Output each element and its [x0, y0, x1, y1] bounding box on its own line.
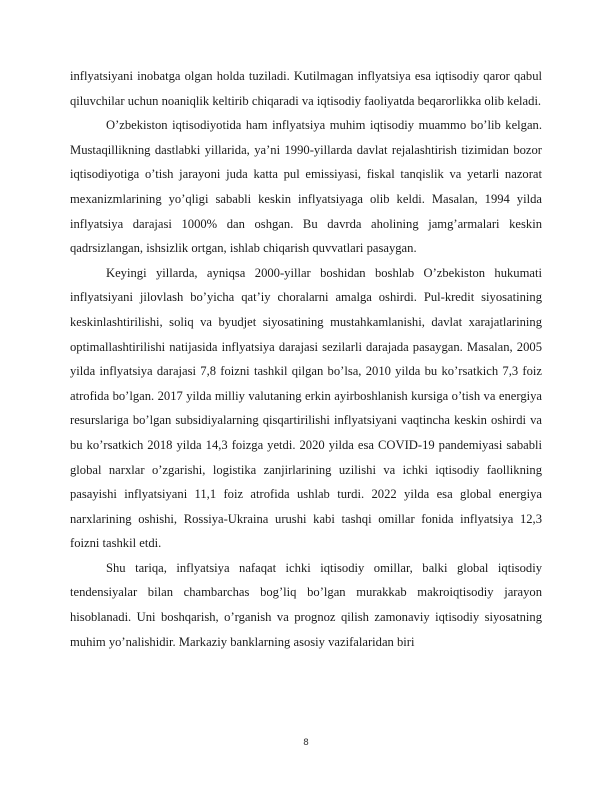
page-number: 8 — [303, 738, 309, 748]
paragraph-conclusion: Shu tariqa, inflyatsiya nafaqat ichki iqtisodiy omillar, balki global iqtisodiy tendensiyalar bilan chambarchas bog’liq bo’lgan murakkab makroiqtisodiy jarayon hisoblanadi. Uni boshqarish, o’rganish va prognoz qilish zamonaviy iqtisodiy siyosatning muhim yo’nalishidir. Markaziy banklarning asosiy vazifalaridan biri — [70, 560, 542, 649]
paragraph-continuation: inflyatsiyani inobatga olgan holda tuziladi. Kutilmagan inflyatsiya esa iqtisodiy qaror qabul qiluvchilar uchun noaniqlik keltirib chiqaradi va iqtisodiy faoliyatda beqarorlikka olib keladi. — [70, 69, 542, 108]
paragraph-policy-measures: Keyingi yillarda, ayniqsa 2000-yillar boshidan boshlab O’zbekiston hukumati inflyatsiyani jilovlash bo’yicha qat’iy choralarni amalga oshirdi. Pul-kredit siyosatining keskinlashtirilishi, soliq va byudjet siyosatining mustahkamlanishi, davlat xarajatlarining optimallashtirilishi natijasida inflyatsiya darajasi sezilarli darajada pasaygan. Masalan, 2005 yilda inflyatsiya darajasi 7,8 foizni tashkil qilgan bo’lsa, 2010 yilda bu ko’rsatkich 7,3 foiz atrofida bo’lgan. 2017 yilda milliy valutaning erkin ayirboshlanish kursiga o’tish va energiya resurslariga bo’lgan subsidiyalarning qisqartirilishi inflyatsiyani vaqtincha keskin oshirdi va bu ko’rsatkich 2018 yilda 14,3 foizga yetdi. 2020 yilda esa COVID-19 pandemiyasi sababli global narxlar o’zgarishi, logistika zanjirlarining uzilishi va ichki iqtisodiy faollikning pasayishi inflyatsiyani 11,1 foiz atrofida ushlab turdi. 2022 yilda esa global energiya narxlarining oshishi, Rossiya-Ukraina urushi kabi tashqi omillar fonida inflyatsiya 12,3 foizni tashkil etdi. — [70, 265, 542, 551]
paragraph-uzbekistan-history: O’zbekiston iqtisodiyotida ham inflyatsiya muhim iqtisodiy muammo bo’lib kelgan. Mustaqillikning dastlabki yillarida, ya’ni 1990-yillarda davlat rejalashtirish tizimidan bozor iqtisodiyotiga o’tish jarayoni juda katta pul emissiyasi, fiskal tanqislik va yetarli nazorat mexanizmlarining yo’qligi sababli keskin inflyatsiyaga olib keldi. Masalan, 1994 yilda inflyatsiya darajasi 1000% dan oshgan. Bu davrda aholining jamg’armalari keskin qadrsizlangan, ishsizlik ortgan, ishlab chiqarish quvvatlari pasaygan. — [70, 118, 542, 256]
body-text — [70, 64, 542, 654]
